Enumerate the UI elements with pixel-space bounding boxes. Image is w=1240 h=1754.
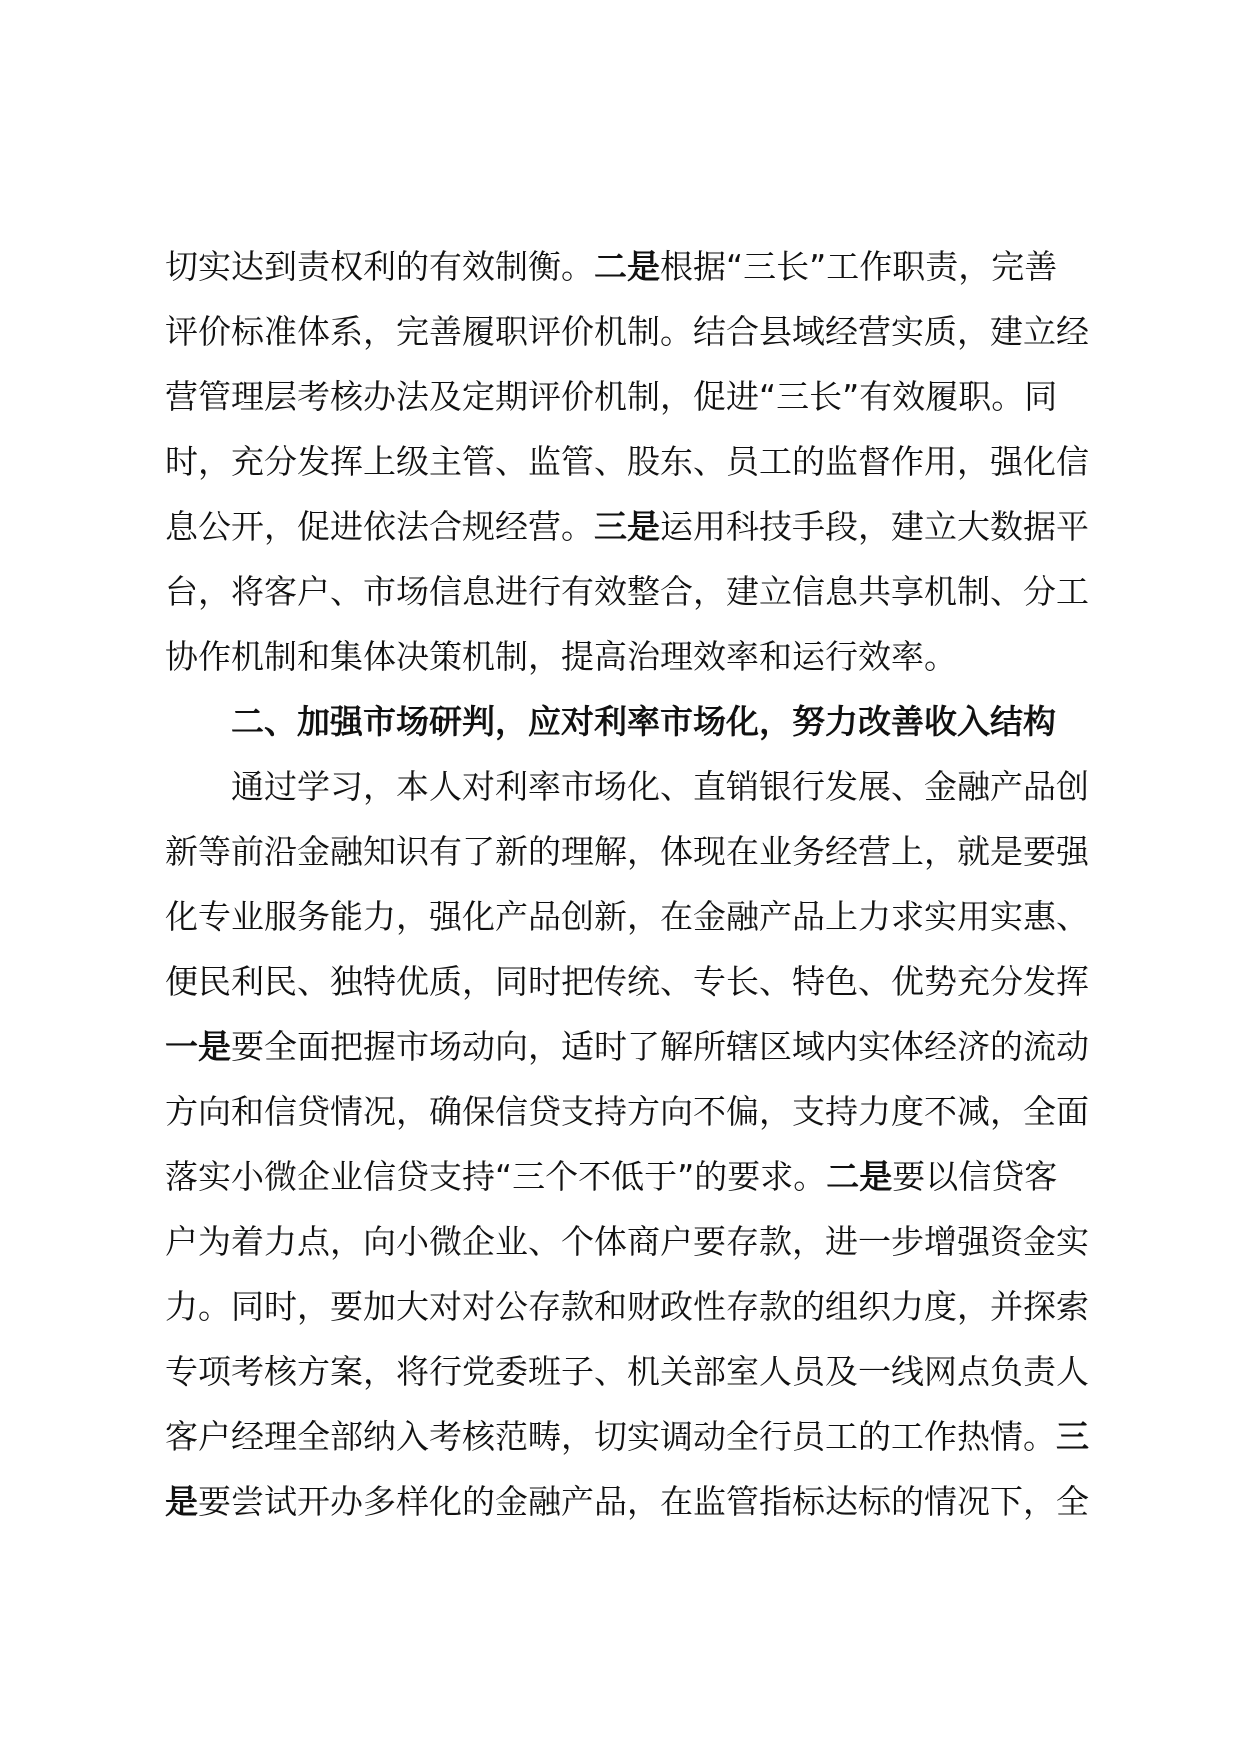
text-line (165, 299, 1095, 364)
text-run: 根据“三长”工作职责，完善 (660, 247, 1058, 286)
text-run: 台，将客户、市场信息进行有效整合，建立信息共享机制、分工 (165, 572, 1089, 611)
text-line (165, 1469, 1095, 1534)
text-run: 力。同时，要加大对对公存款和财政性存款的组织力度，并探索 (165, 1287, 1089, 1326)
text-line (165, 1274, 1095, 1339)
text-run: 要全面把握市场动向，适时了解所辖区域内实体经济的流动 (231, 1027, 1089, 1066)
text-run: 户为着力点，向小微企业、个体商户要存款，进一步增强资金实 (165, 1222, 1089, 1261)
text-line (165, 1144, 1095, 1209)
text-run: 化专业服务能力，强化产品创新，在金融产品上力求实用实惠、 (165, 897, 1089, 936)
bold-run: 三 (1056, 1417, 1089, 1456)
text-run: 客户经理全部纳入考核范畴，切实调动全行员工的工作热情。 (165, 1417, 1056, 1456)
text-line (165, 1079, 1095, 1144)
heading-text: 二、加强市场研判，应对利率市场化，努力改善收入结构 (231, 702, 1056, 741)
text-run: 专项考核方案，将行党委班子、机关部室人员及一线网点负责人 (165, 1352, 1089, 1391)
text-run: 协作机制和集体决策机制，提高治理效率和运行效率。 (165, 637, 957, 676)
text-run: 营管理层考核办法及定期评价机制，促进“三长”有效履职。同 (165, 377, 1058, 416)
text-line (165, 364, 1095, 429)
text-line (165, 559, 1095, 624)
bold-run: 三是 (594, 507, 660, 546)
text-run: 方向和信贷情况，确保信贷支持方向不偏，支持力度不减，全面 (165, 1092, 1089, 1131)
bold-run: 是 (165, 1482, 198, 1521)
text-run: 通过学习，本人对利率市场化、直销银行发展、金融产品创 (231, 767, 1089, 806)
text-line (165, 1209, 1095, 1274)
text-run: 切实达到责权利的有效制衡。 (165, 247, 594, 286)
text-line (165, 494, 1095, 559)
bold-run: 二是 (826, 1157, 893, 1196)
text-line (165, 1339, 1095, 1404)
text-line (165, 1014, 1095, 1079)
text-line (165, 949, 1095, 1014)
text-run: 便民利民、独特优质，同时把传统、专长、特色、优势充分发挥 (165, 962, 1089, 1001)
text-line (165, 624, 1095, 689)
text-run: 息公开，促进依法合规经营。 (165, 507, 594, 546)
text-line (165, 819, 1095, 884)
bold-run: 二是 (594, 247, 660, 286)
text-run: 新等前沿金融知识有了新的理解，体现在业务经营上，就是要强 (165, 832, 1089, 871)
text-run: 要尝试开办多样化的金融产品，在监管指标达标的情况下，全 (198, 1482, 1089, 1521)
text-run: 评价标准体系，完善履职评价机制。结合县域经营实质，建立经 (165, 312, 1089, 351)
text-line (165, 234, 1095, 299)
text-line (165, 1404, 1095, 1469)
text-line (165, 754, 1095, 819)
text-run: 时，充分发挥上级主管、监管、股东、员工的监督作用，强化信 (165, 442, 1089, 481)
bold-run: 一是 (165, 1027, 231, 1066)
text-line (165, 884, 1095, 949)
text-line (165, 429, 1095, 494)
text-run: 落实小微企业信贷支持“三个不低于”的要求。 (165, 1157, 827, 1196)
document-page (165, 234, 1095, 1534)
section-heading (165, 689, 1095, 754)
text-run: 要以信贷客 (892, 1157, 1058, 1196)
text-run: 运用科技手段，建立大数据平 (660, 507, 1089, 546)
